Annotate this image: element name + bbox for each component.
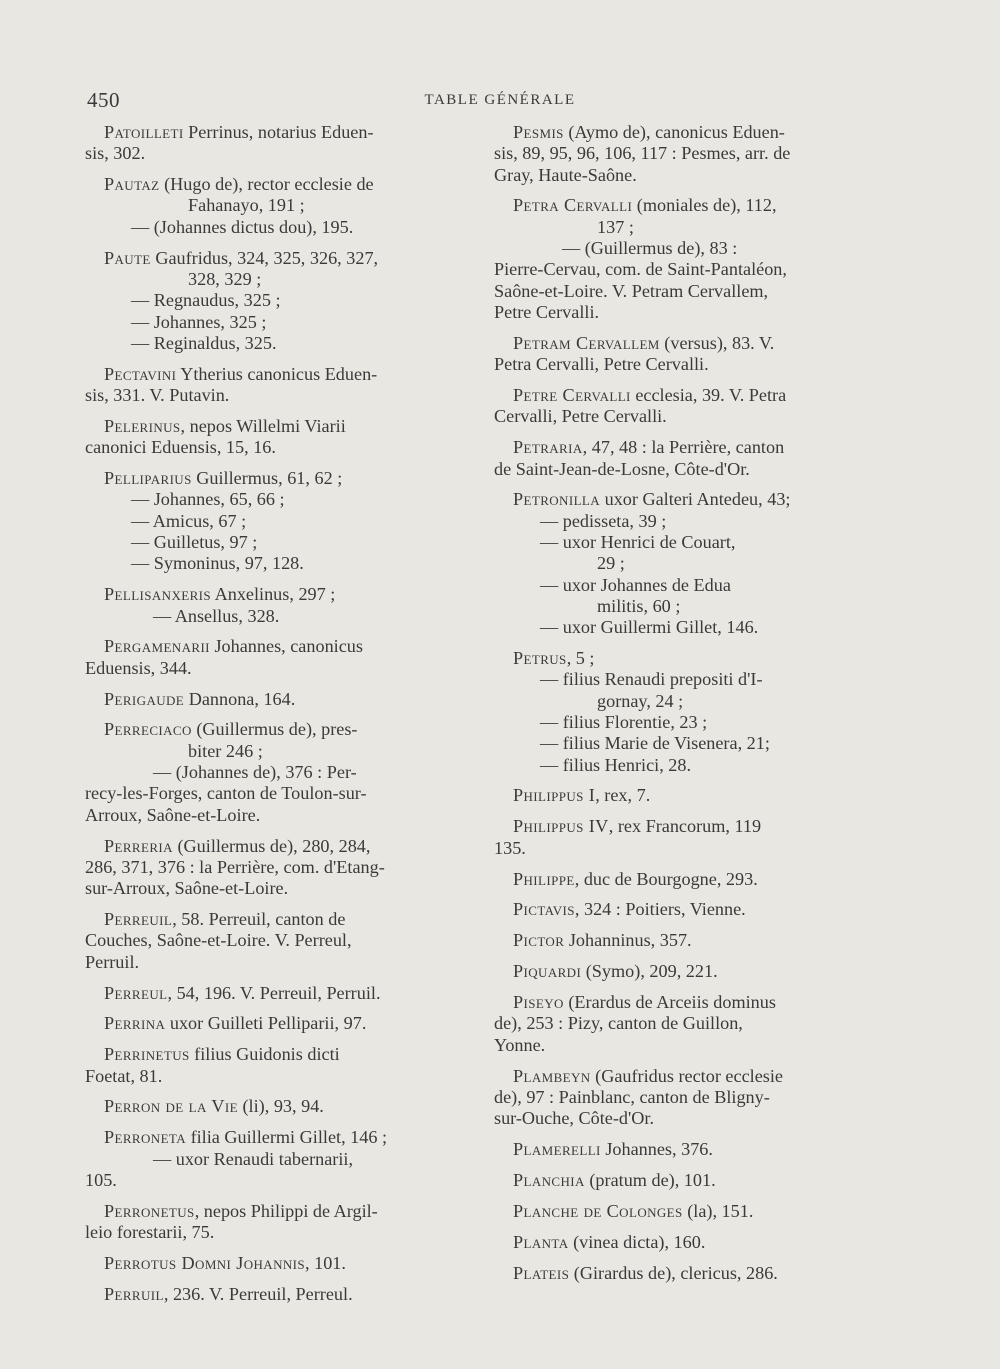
entry-text: de Saint-Jean-de-Losne, Côte-d'Or. (494, 458, 750, 479)
entry-text: , 47, 48 : la Perrière, canton (582, 437, 785, 458)
entry-text: — filius Henrici, 28. (540, 754, 692, 775)
index-entry (85, 1096, 445, 1117)
entry-text: 328, 329 ; (188, 268, 262, 289)
entry-headword: Perreciaco (104, 719, 192, 740)
entry-line (85, 836, 445, 857)
entry-line (494, 238, 858, 259)
entry-line (494, 532, 858, 553)
entry-line (85, 741, 445, 762)
entry-text: Fahanayo, 191 ; (188, 195, 305, 216)
entry-text: — Symoninus, 97, 128. (131, 553, 304, 574)
entry-line (85, 269, 445, 290)
index-entry (85, 689, 445, 710)
index-entry (85, 636, 445, 679)
entry-line (494, 333, 858, 354)
entry-text: 137 ; (597, 216, 634, 237)
index-entry (494, 385, 858, 428)
entry-text: — filius Marie de Visenera, 21; (540, 733, 770, 754)
index-entry (85, 1284, 445, 1305)
entry-text: 135. (494, 837, 526, 858)
entry-headword: Pectavini (104, 363, 177, 384)
entry-headword: Plambeyn (513, 1065, 591, 1086)
entry-text: sur-Arroux, Saône-et-Loire. (85, 878, 289, 899)
entry-text: — Johannes, 65, 66 ; (131, 489, 285, 510)
index-entry (85, 248, 445, 354)
entry-text: (Symo), 209, 221. (581, 961, 718, 982)
entry-line (85, 364, 445, 385)
entry-line (494, 406, 858, 427)
entry-text: Arroux, Saône-et-Loire. (85, 804, 261, 825)
entry-line (494, 1108, 858, 1129)
entry-text: de), 253 : Pizy, canton de Guillon, (494, 1013, 743, 1034)
entry-line (494, 1170, 858, 1191)
entry-text: (li), 93, 94. (237, 1096, 324, 1117)
entry-text: — Johannes, 325 ; (131, 311, 267, 332)
entry-text: Yonne. (494, 1034, 546, 1055)
index-entry (85, 584, 445, 627)
index-entry (85, 909, 445, 973)
entry-headword: Pautaz (104, 174, 160, 195)
index-entry (494, 899, 858, 920)
entry-text: Cervalli, Petre Cervalli. (494, 406, 667, 427)
entry-text: , rex, 7. (595, 785, 651, 806)
entry-text: Petre Cervalli. (494, 301, 600, 322)
entry-line (85, 553, 445, 574)
entry-text: canonici Eduensis, 15, 16. (85, 437, 276, 458)
entry-line (85, 312, 445, 333)
entry-line (85, 174, 445, 195)
entry-line (85, 489, 445, 510)
entry-text: (Guillermus de), 280, 284, (172, 835, 371, 856)
entry-line (494, 899, 858, 920)
entry-line (494, 1013, 858, 1034)
entry-headword: Perrina (104, 1013, 166, 1034)
entry-headword: Perrinetus (104, 1044, 190, 1065)
index-entry (85, 1013, 445, 1034)
index-entry (85, 1253, 445, 1274)
entry-text: , 5 ; (566, 648, 595, 669)
entry-text: sur-Ouche, Côte-d'Or. (494, 1108, 654, 1129)
index-entry (85, 174, 445, 238)
entry-headword: Planta (513, 1231, 569, 1252)
entry-headword: Perron de la Vie (104, 1096, 238, 1117)
entry-text: (pratum de), 101. (584, 1169, 716, 1190)
index-entry (494, 437, 858, 480)
entry-line (494, 785, 858, 806)
entry-text: de), 97 : Painblanc, canton de Bligny- (494, 1086, 770, 1107)
entry-line (85, 1149, 445, 1170)
entry-text: , nepos Philippi de Argil- (194, 1200, 378, 1221)
index-entry (494, 961, 858, 982)
entry-headword: Perreria (104, 835, 173, 856)
entry-line (85, 909, 445, 930)
entry-line (85, 930, 445, 951)
entry-text: filius Guidonis dicti (189, 1044, 340, 1065)
entry-headword: Perreuil (104, 909, 173, 930)
entry-line (85, 468, 445, 489)
entry-line (85, 636, 445, 657)
entry-line (85, 762, 445, 783)
entry-line (494, 992, 858, 1013)
entry-text: — filius Renaudi prepositi d'I- (540, 669, 763, 690)
index-entry (85, 1127, 445, 1191)
entry-headword: Piseyo (513, 992, 564, 1013)
entry-text: — uxor Johannes de Edua (540, 574, 731, 595)
entry-line (494, 961, 858, 982)
entry-line (494, 281, 858, 302)
entry-line (494, 489, 858, 510)
entry-text: filia Guillermi Gillet, 146 ; (186, 1127, 388, 1148)
index-entry (85, 719, 445, 825)
entry-line (85, 952, 445, 973)
index-entry (494, 1170, 858, 1191)
entry-text: — (Guillermus de), 83 : (562, 238, 738, 259)
entry-line (85, 437, 445, 458)
entry-line (85, 143, 445, 164)
entry-text: , 58. Perreuil, canton de (172, 909, 346, 930)
entry-headword: Petram Cervallem (513, 332, 660, 353)
entry-text: , nepos Willelmi Viarii (180, 415, 346, 436)
right-column (494, 122, 858, 1294)
entry-line (494, 1066, 858, 1087)
entry-line (494, 354, 858, 375)
entry-line (494, 575, 858, 596)
entry-text: (Guillermus de), pres- (191, 719, 358, 740)
entry-text: Dannona, 164. (184, 688, 296, 709)
entry-line (85, 878, 445, 899)
entry-headword: Pellisanxeris (104, 584, 212, 605)
index-entry (85, 416, 445, 459)
entry-text: (la), 151. (682, 1200, 754, 1221)
entry-text: Eduensis, 344. (85, 657, 192, 678)
index-entry (494, 785, 858, 806)
entry-line (494, 1035, 858, 1056)
index-entry (85, 983, 445, 1004)
entry-line (494, 553, 858, 574)
entry-line (85, 689, 445, 710)
entry-headword: Perreul (104, 982, 168, 1003)
entry-text: Perruil. (85, 951, 140, 972)
entry-text: Perrinus, notarius Eduen- (183, 122, 374, 142)
index-entry (85, 122, 445, 165)
entry-text: (moniales de), 112, (632, 195, 777, 216)
entry-text: 29 ; (597, 553, 625, 574)
entry-line (494, 733, 858, 754)
entry-headword: Paute (104, 247, 151, 268)
entry-text: Johanninus, 357. (564, 930, 692, 951)
entry-line (494, 816, 858, 837)
entry-line (85, 719, 445, 740)
entry-line (494, 669, 858, 690)
entry-text: , 324 : Poitiers, Vienne. (574, 899, 746, 920)
entry-line (494, 930, 858, 951)
entry-text: , 54, 196. V. Perreuil, Perruil. (167, 982, 381, 1003)
index-entry (494, 816, 858, 859)
entry-line (494, 869, 858, 890)
index-entry (494, 122, 858, 186)
entry-line (85, 783, 445, 804)
index-entry (494, 1263, 858, 1284)
entry-headword: Pesmis (513, 122, 564, 142)
entry-text: (vinea dicta), 160. (568, 1231, 706, 1252)
entry-headword: Petraria (513, 437, 583, 458)
entry-line (494, 1201, 858, 1222)
entry-text: — pedisseta, 39 ; (540, 510, 667, 531)
entry-line (85, 416, 445, 437)
entry-text: Couches, Saône-et-Loire. V. Perreul, (85, 930, 352, 951)
entry-text: sis, 302. (85, 143, 146, 164)
entry-line (85, 1013, 445, 1034)
entry-text: (Erardus de Arceiis dominus (563, 992, 776, 1013)
entry-text: Foetat, 81. (85, 1065, 163, 1086)
running-head: TABLE GÉNÉRALE (424, 92, 576, 108)
entry-line (85, 385, 445, 406)
entry-text: recy-les-Forges, canton de Toulon-sur- (85, 783, 367, 804)
entry-line (494, 385, 858, 406)
entry-headword: Pictavis (513, 899, 575, 920)
index-entry (494, 1201, 858, 1222)
entry-line (85, 333, 445, 354)
entry-line (494, 596, 858, 617)
entry-headword: Pelerinus (104, 415, 181, 436)
entry-text: militis, 60 ; (597, 595, 681, 616)
entry-headword: Perrotus Domni Johannis (104, 1253, 306, 1274)
index-entry (494, 992, 858, 1056)
entry-headword: Patoilleti (104, 122, 184, 142)
entry-line (85, 217, 445, 238)
entry-text: — Reginaldus, 325. (131, 332, 277, 353)
entry-headword: Petra Cervalli (513, 195, 633, 216)
entry-text: Petra Cervalli, Petre Cervalli. (494, 354, 709, 375)
entry-line (85, 1066, 445, 1087)
entry-line (85, 1044, 445, 1065)
entry-text: , 101. (305, 1253, 346, 1274)
entry-line (85, 1127, 445, 1148)
entry-line (85, 1253, 445, 1274)
entry-text: uxor Guilleti Pelliparii, 97. (165, 1013, 367, 1034)
entry-line (494, 195, 858, 216)
entry-line (85, 1222, 445, 1243)
entry-text: (Hugo de), rector ecclesie de (159, 174, 374, 195)
index-entry (85, 468, 445, 574)
left-column (85, 122, 445, 1315)
entry-line (494, 712, 858, 733)
entry-text: — Ansellus, 328. (153, 605, 280, 626)
index-entry (85, 1044, 445, 1087)
entry-line (85, 983, 445, 1004)
index-entry (85, 364, 445, 407)
entry-text: Gray, Haute-Saône. (494, 164, 637, 185)
entry-text: ecclesia, 39. V. Petra (630, 385, 787, 406)
entry-text: 286, 371, 376 : la Perrière, com. d'Etang- (85, 856, 385, 877)
entry-text: Ytherius canonicus Eduen- (176, 363, 378, 384)
entry-headword: Piquardi (513, 961, 582, 982)
entry-text: sis, 331. V. Putavin. (85, 385, 230, 406)
entry-text: (Gaufridus rector ecclesie (590, 1065, 783, 1086)
entry-line (494, 122, 858, 143)
entry-headword: Perruil (104, 1283, 164, 1304)
index-entry (494, 333, 858, 376)
entry-line (85, 658, 445, 679)
entry-text: — Regnaudus, 325 ; (131, 290, 281, 311)
entry-text: biter 246 ; (188, 740, 263, 761)
entry-line (85, 511, 445, 532)
entry-line (494, 691, 858, 712)
index-entry (494, 1139, 858, 1160)
entry-headword: Pergamenarii (104, 636, 210, 657)
entry-text: — (Johannes de), 376 : Per- (153, 762, 357, 783)
entry-text: (versus), 83. V. (659, 332, 775, 353)
index-entry (85, 1201, 445, 1244)
entry-text: (Girardus de), clericus, 286. (569, 1262, 778, 1283)
entry-text: Anxelinus, 297 ; (211, 584, 336, 605)
entry-line (494, 511, 858, 532)
entry-headword: Perigaude (104, 688, 185, 709)
entry-line (494, 755, 858, 776)
entry-headword: Pelliparius (104, 468, 192, 489)
entry-text: Johannes, 376. (600, 1139, 713, 1160)
entry-line (494, 1139, 858, 1160)
entry-headword: Perronetus (104, 1200, 195, 1221)
index-entry (494, 648, 858, 776)
entry-line (494, 259, 858, 280)
index-entry (494, 869, 858, 890)
entry-text: , 236. V. Perreuil, Perreul. (163, 1283, 353, 1304)
entry-text: — filius Florentie, 23 ; (540, 711, 708, 732)
entry-text: sis, 89, 95, 96, 106, 117 : Pesmes, arr. de (494, 143, 791, 164)
entry-line (494, 617, 858, 638)
entry-headword: Planche de Colonges (513, 1200, 683, 1221)
entry-line (85, 1170, 445, 1191)
entry-headword: Pictor (513, 930, 565, 951)
entry-line (85, 1284, 445, 1305)
index-entry (494, 195, 858, 323)
index-entry (494, 1232, 858, 1253)
page-number: 450 (87, 88, 120, 112)
entry-line (494, 217, 858, 238)
index-entry (494, 1066, 858, 1130)
entry-line (85, 584, 445, 605)
entry-text: , duc de Bourgogne, 293. (574, 868, 758, 889)
entry-text: Johannes, canonicus (209, 636, 363, 657)
entry-line (494, 1087, 858, 1108)
entry-line (494, 838, 858, 859)
entry-line (494, 165, 858, 186)
entry-headword: Petre Cervalli (513, 385, 631, 406)
entry-line (494, 143, 858, 164)
entry-text: — uxor Henrici de Couart, (540, 532, 736, 553)
entry-line (494, 437, 858, 458)
entry-text: 105. (85, 1169, 117, 1190)
entry-headword: Petronilla (513, 489, 601, 510)
entry-text: — (Johannes dictus dou), 195. (131, 216, 354, 237)
entry-text: Pierre-Cervau, com. de Saint-Pantaléon, (494, 259, 787, 280)
entry-line (85, 606, 445, 627)
entry-line (85, 1201, 445, 1222)
entry-line (85, 1096, 445, 1117)
entry-text: Gaufridus, 324, 325, 326, 327, (150, 247, 379, 268)
entry-text: — uxor Guillermi Gillet, 146. (540, 617, 759, 638)
entry-line (494, 648, 858, 669)
entry-line (494, 1263, 858, 1284)
entry-headword: Philippe (513, 868, 575, 889)
entry-text: (Aymo de), canonicus Eduen- (563, 122, 785, 142)
entry-headword: Planchia (513, 1169, 585, 1190)
entry-headword: Philippus IV (513, 816, 609, 837)
entry-line (85, 122, 445, 143)
entry-headword: Plamerelli (513, 1139, 601, 1160)
entry-line (85, 532, 445, 553)
entry-text: uxor Galteri Antedeu, 43; (600, 489, 791, 510)
entry-headword: Petrus (513, 648, 567, 669)
entry-text: leio forestarii, 75. (85, 1222, 215, 1243)
index-entry (494, 930, 858, 951)
entry-text: — Amicus, 67 ; (131, 510, 247, 531)
index-entry (85, 836, 445, 900)
entry-line (85, 805, 445, 826)
entry-line (85, 857, 445, 878)
entry-text: — Guilletus, 97 ; (131, 532, 258, 553)
entry-text: Guillermus, 61, 62 ; (191, 468, 343, 489)
entry-text: gornay, 24 ; (597, 690, 684, 711)
entry-text: — uxor Renaudi tabernarii, (153, 1148, 354, 1169)
entry-headword: Plateis (513, 1262, 570, 1283)
entry-text: Saône-et-Loire. V. Petram Cervallem, (494, 280, 769, 301)
entry-line (494, 302, 858, 323)
entry-line (494, 459, 858, 480)
entry-text: , rex Francorum, 119 (608, 816, 762, 837)
entry-line (85, 195, 445, 216)
entry-line (85, 290, 445, 311)
index-entry (494, 489, 858, 638)
entry-headword: Philippus I (513, 785, 596, 806)
entry-line (494, 1232, 858, 1253)
entry-headword: Perroneta (104, 1127, 187, 1148)
entry-line (85, 248, 445, 269)
